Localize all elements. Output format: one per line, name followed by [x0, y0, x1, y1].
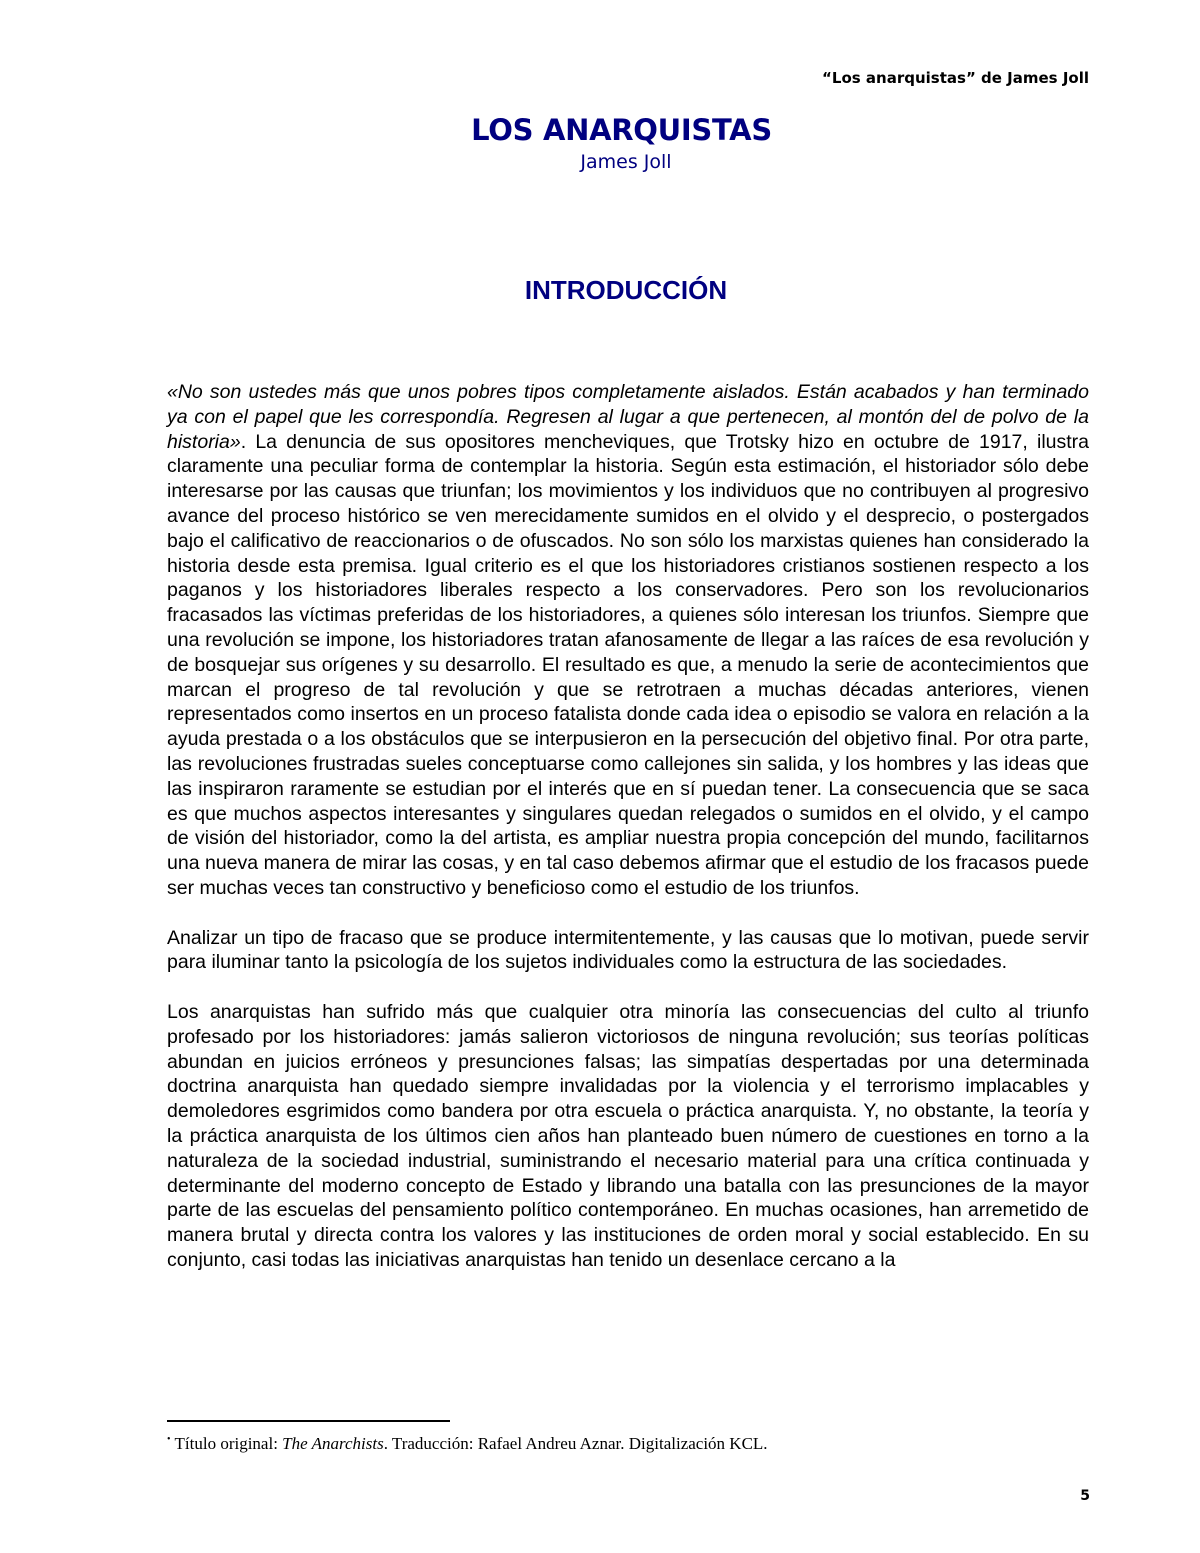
paragraph-3: Los anarquistas han sufrido más que cualquier otra minoría las consecuencias del culto al triunfo profesado por los historiadores: jamás salieron victoriosos de ninguna revolución; sus teorías políticas abundan en juicios erróneos y presunciones falsas; las simpatías despertadas por una determinada doctrina anarquista han quedado siempre invalidadas por la violencia y el terrorismo implacables y demoledores esgrimidos como bandera por otra escuela o práctica anarquista. Y, no obstante, la teoría y la práctica anarquista de los últimos cien años han planteado buen número de cuestiones en torno a la naturaleza de la sociedad industrial, suministrando el necesario material para una crítica continuada y determinante del moderno concepto de Estado y librando una batalla con las presunciones de la mayor parte de las escuelas del pensamiento político contemporáneo. En muchas ocasiones, han arremetido de manera brutal y directa contra los valores y las instituciones de orden moral y social establecido. En su conjunto, casi todas las iniciativas anarquistas han tenido un desenlace cercano a la [167, 1000, 1089, 1271]
paragraph-2: Analizar un tipo de fracaso que se produce intermitentemente, y las causas que lo motivan, puede servir para iluminar tanto la psicología de los sujetos individuales como la estructura de las sociedades. [167, 926, 1089, 974]
section-heading: INTRODUCCIÓN [524, 275, 728, 305]
book-author: James Joll [580, 151, 672, 173]
paragraph-1 [167, 380, 1089, 901]
body-text [167, 380, 1089, 1273]
footnote-suffix: . Traducción: Rafael Andreu Aznar. Digitalización KCL. [383, 1434, 768, 1453]
footnote-prefix: Título original: [174, 1434, 283, 1453]
book-title: LOS ANARQUISTAS [471, 113, 772, 147]
footnote-mark: • [167, 1434, 171, 1445]
page-number: 5 [1080, 1488, 1090, 1504]
footnote-original-title: The Anarchists [282, 1434, 384, 1453]
trotsky-quote: «No son ustedes más que unos pobres tipos completamente aislados. Están acabados y han terminado ya con el papel que les correspondía. Regresen al lugar a que pertenecen, al montón del de polvo de la historia» [167, 381, 1089, 453]
footnote [167, 1434, 768, 1454]
paragraph-1-text: . La denuncia de sus opositores mencheviques, que Trotsky hizo en octubre de 1917, ilustra claramente una peculiar forma de contemplar la historia. Según esta estimación, el historiador sólo debe interesarse por las causas que triunfan; los movimientos y los individuos que no contribuyen al progresivo avance del proceso histórico se ven merecidamente sumidos en el olvido y el desprecio, o postergados bajo el calificativo de reaccionarios o de ofuscados. No son sólo los marxistas quienes han considerado la historia desde esta premisa. Igual criterio es el que los historiadores cristianos sostienen respecto a los paganos y los historiadores liberales respecto a los conservadores. Pero son los revolucionarios fracasados las víctimas preferidas de los historiadores, a quienes sólo interesan los triunfos. Siempre que una revolución se impone, los historiadores tratan afanosamente de llegar a las raíces de esa revolución y de bosquejar sus orígenes y su desarrollo. El resultado es que, a menudo la serie de acontecimientos que marcan el progreso de tal revolución y que se retrotraen a muchas décadas anteriores, vienen representados como insertos en un proceso fatalista donde cada idea o episodio se valora en relación a la ayuda prestada o a los obstáculos que se interpusieron en la persecución del objetivo final. Por otra parte, las revoluciones frustradas sueles conceptuarse como callejones sin salida, y los hombres y las ideas que las inspiraron raramente se estudian por el interés que en sí puedan tener. La consecuencia que se saca es que muchos aspectos interesantes y singulares quedan relegados o sumidos en el olvido, y el campo de visión del historiador, como la del artista, es ampliar nuestra propia concepción del mundo, facilitarnos una nueva manera de mirar las cosas, y en tal caso debemos afirmar que el estudio de los fracasos puede ser muchas veces tan constructivo y beneficioso como el estudio de los triunfos. [167, 430, 1089, 899]
running-header: “Los anarquistas” de James Joll [822, 69, 1089, 87]
footnote-separator [167, 1420, 450, 1422]
